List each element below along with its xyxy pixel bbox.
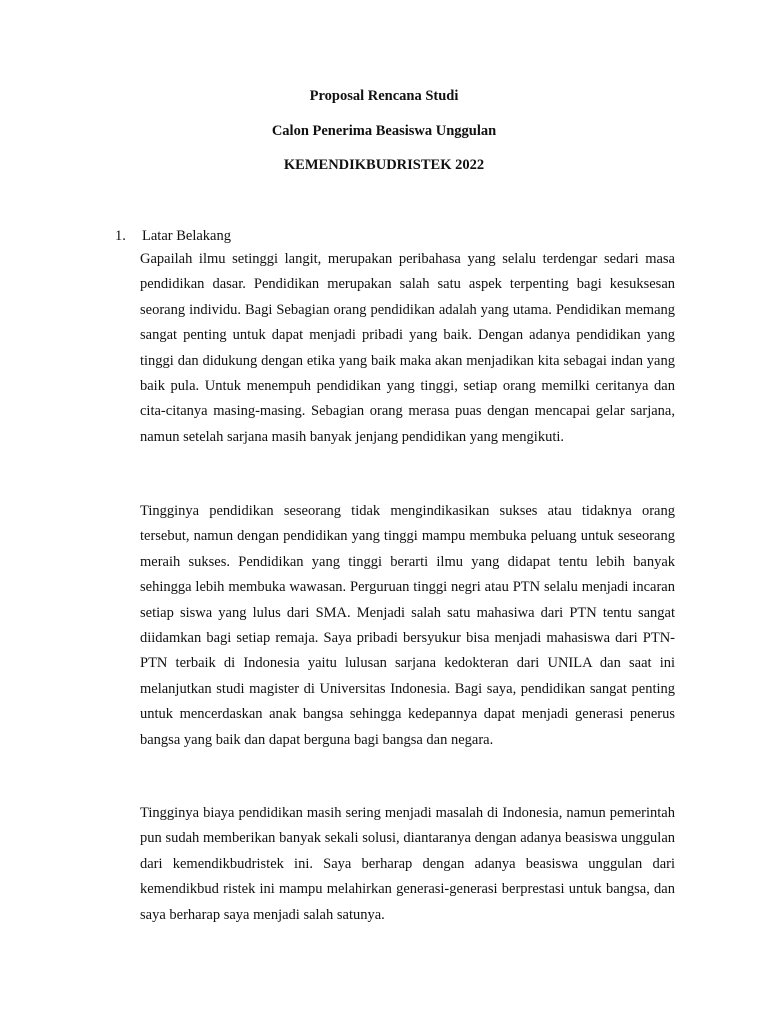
program-name: KEMENDIKBUDRISTEK 2022	[283, 157, 485, 173]
document-subtitle: Calon Penerima Beasiswa Unggulan	[271, 122, 497, 139]
paragraph-1: Gapailah ilmu setinggi langit, merupakan peribahasa yang selalu terdengar sedari masa pendidikan dasar. Pendidikan merupakan salah satu aspek terpenting bagi kesuksesan seorang individu. Bagi Sebagian orang pendidikan adalah yang utama. Pendidikan memang sangat penting untuk dapat menjadi pribadi yang baik. Dengan adanya pendidikan yang tinggi dan didukung dengan etika yang baik maka akan menjadikan kita sebagai indan yang baik pula. Untuk menempuh pendidikan yang tinggi, setiap orang memilki ceritanya dan cita-citanya masing-masing. Sebagian orang merasa puas dengan mencapai gelar sarjana, namun setelah sarjana masih banyak jenjang pendidikan yang mengikuti.	[140, 251, 675, 445]
paragraph-3: Tingginya biaya pendidikan masih sering menjadi masalah di Indonesia, namun pemerintah pun sudah memberikan banyak sekali solusi, diantaranya dengan adanya beasiswa unggulan dari kemendikbudristek ini. Saya berharap dengan adanya beasiswa unggulan dari kemendikbud ristek ini mampu melahirkan generasi-generasi berprestasi untuk bangsa, dan saya berharap saya menjadi salah satunya.	[140, 805, 675, 923]
section-heading-row	[115, 227, 675, 245]
section-number: 1.	[115, 228, 126, 244]
section-heading: Latar Belakang	[142, 228, 231, 244]
document-title: Proposal Rencana Studi	[309, 88, 459, 104]
title-block	[0, 87, 768, 174]
paragraph-2: Tingginya pendidikan seseorang tidak mengindikasikan sukses atau tidaknya orang tersebut, namun dengan pendidikan yang tinggi mampu membuka peluang untuk seseorang meraih sukses. Pendidikan yang tinggi berarti ilmu yang didapat tentu lebih banyak sehingga lebih membuka wawasan. Perguruan tinggi negri atau PTN selalu menjadi incaran setiap siswa yang lulus dari SMA. Menjadi salah satu mahasiwa dari PTN tentu sangat diidamkan bagi setiap remaja. Saya pribadi bersyukur bisa menjadi mahasiswa dari PTN-PTN terbaik di Indonesia yaitu lulusan sarjana kedokteran dari UNILA dan saat ini melanjutkan studi magister di Universitas Indonesia. Bagi saya, pendidikan sangat penting untuk mencerdaskan anak bangsa sehingga kedepannya dapat menjadi generasi penerus bangsa yang baik dan dapat berguna bagi bangsa dan negara.	[140, 503, 675, 748]
